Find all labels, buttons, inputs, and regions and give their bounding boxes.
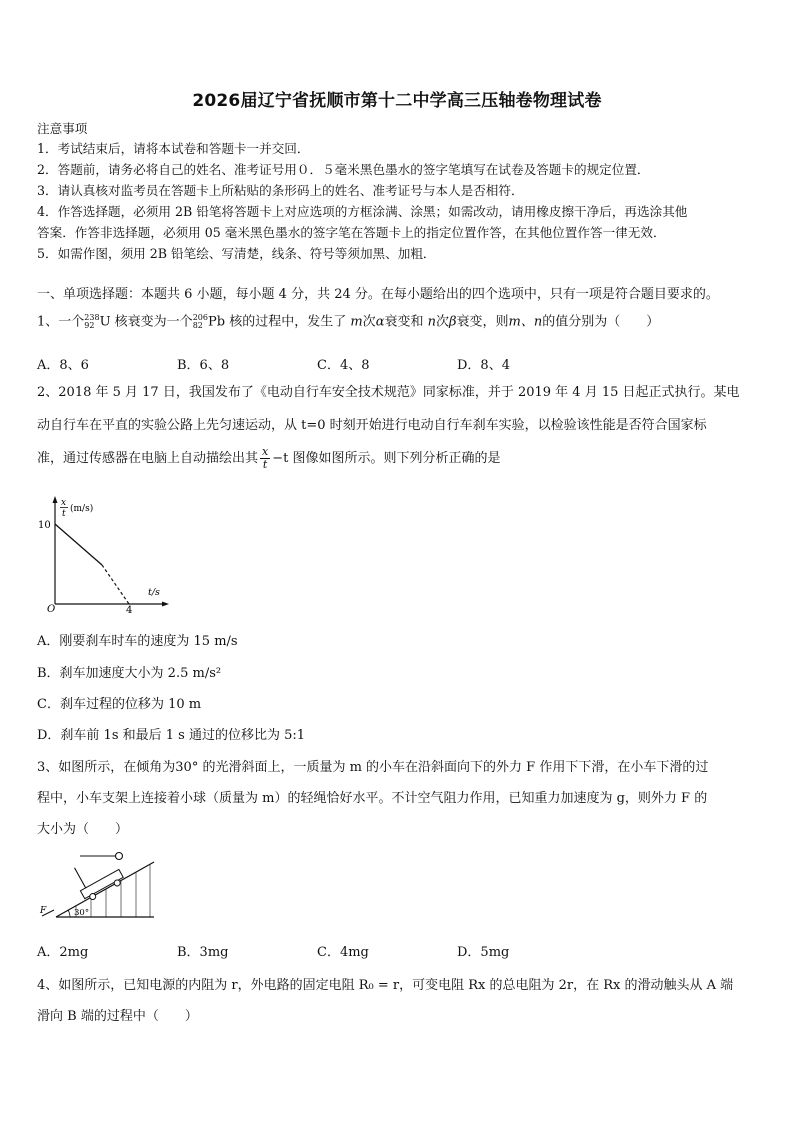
- pb-atomic-number: 82: [192, 321, 203, 330]
- option-d[interactable]: D．8、4: [457, 358, 510, 373]
- y-tick-label: 10: [38, 520, 51, 531]
- uranium-nuclide: [84, 314, 110, 331]
- x-over-t-fraction: [260, 446, 270, 471]
- section-heading: 一、单项选择题：本题共 6 小题，每小题 4 分，共 24 分。在每小题给出的四个选项中，只有一项是符合题目要求的。: [37, 287, 719, 302]
- question-4-line: 滑向 B 端的过程中（ ）: [37, 1009, 198, 1024]
- question-4-line: 4、如图所示，已知电源的内阻为 r，外电路的固定电阻 R₀ = r，可变电阻 Rx 的总电阻为 2r，在 Rx 的滑动触头从 A 端: [37, 978, 734, 993]
- fraction-denominator: t: [262, 458, 268, 471]
- q2-graph: [35, 492, 175, 616]
- notice-item: 1．考试结束后，请将本试卷和答题卡一并交回．: [37, 141, 310, 156]
- notice-item: 答案．作答非选择题，必须用 05 毫米黑色墨水的签字笔在答题卡上的指定位置作答，在其他位置作答一律无效．: [37, 225, 666, 240]
- option-a[interactable]: A．8、6: [37, 358, 89, 373]
- question-3-line: 3、如图所示，在倾角为30° 的光滑斜面上，一质量为 m 的小车在沿斜面向下的外力 F 作用下下滑，在小车下滑的过: [37, 760, 709, 775]
- q1-text: 的值分别为（ ）: [542, 314, 660, 330]
- option-c[interactable]: C．4、8: [317, 358, 370, 373]
- option-a[interactable]: A．2mg: [37, 945, 89, 960]
- cart-support-pole: [74, 868, 85, 888]
- question-3-line: 程中，小车支架上连接着小球（质量为 m）的轻绳恰好水平。不计空气阻力作用，已知重力加速度为 g，则外力 F 的: [37, 791, 708, 806]
- pb-symbol: Pb: [207, 314, 226, 330]
- question-3-options: [37, 941, 597, 960]
- q1-suffix: 核的过程中，发生了: [229, 314, 347, 330]
- notice-heading: 注意事项: [37, 121, 88, 136]
- q1-prefix: 1、一个: [37, 314, 85, 330]
- pb-mass-number: 206: [192, 313, 208, 322]
- var-mn: m、n: [508, 314, 543, 330]
- option-a[interactable]: A．刚要刹车时车的速度为 15 m/s: [37, 634, 238, 649]
- data-line-dashed: [102, 565, 129, 604]
- option-c[interactable]: C．4mg: [317, 945, 369, 960]
- question-2-line: 2、2018 年 5 月 17 日，我国发布了《电动自行车安全技术规范》同家标准，并于 2019 年 4 月 15 日起正式执行。某电: [37, 385, 740, 400]
- y-label-denominator: t: [62, 509, 66, 519]
- option-c[interactable]: C．刹车过程的位移为 10 m: [37, 697, 202, 712]
- q2-text: −t 图像如图所示。则下列分析正确的是: [272, 451, 501, 466]
- angle-arc: [68, 910, 70, 917]
- q2-text: 准，通过传感器在电脑上自动描绘出其: [37, 451, 259, 466]
- notice-item: 4．作答选择题，必须用 2B 铅笔将答题卡上对应选项的方框涂满、涂黑；如需改动，请用橡皮擦干净后，再选涂其他: [37, 204, 688, 219]
- q1-text: 衰变和: [384, 314, 424, 330]
- beta-symbol: β: [449, 314, 457, 330]
- lead-nuclide: [193, 314, 225, 331]
- option-b[interactable]: B．刹车加速度大小为 2.5 m/s²: [37, 666, 222, 681]
- option-d[interactable]: D．刹车前 1s 和最后 1 s 通过的位移比为 5:1: [37, 728, 306, 743]
- question-2-line: 动自行车在平直的实验公路上先匀速运动，从 t=0 时刻开始进行电动自行车刹车实验，以检验该性能是否符合国家标: [37, 418, 707, 433]
- ball: [116, 853, 123, 860]
- fraction-numerator: x: [262, 445, 269, 458]
- question-1-stem: [37, 314, 761, 331]
- u-atomic-number: 92: [84, 321, 95, 330]
- page-title: 2026届辽宁省抚顺市第十二中学高三压轴卷物理试卷: [192, 91, 602, 111]
- x-axis-label: t/s: [148, 587, 160, 598]
- question-2-line: [37, 446, 761, 471]
- q1-text: 衰变，则: [456, 314, 509, 330]
- u-mass-number: 238: [84, 313, 100, 322]
- var-m: m: [350, 314, 363, 330]
- option-d[interactable]: D．5mg: [457, 945, 510, 960]
- notice-item: 3．请认真核对监考员在答题卡上所粘贴的条形码上的姓名、准考证号与本人是否相符．: [37, 183, 524, 198]
- q1-mid: 核衰变为一个: [114, 314, 193, 330]
- notice-item: 5．如需作图，须用 2B 铅笔绘、写清楚，线条、符号等须加黑、加粗．: [37, 246, 436, 261]
- question-3-line: 大小为（ ）: [37, 822, 129, 837]
- x-tick-label: 4: [126, 605, 133, 616]
- x-axis-arrow-icon: [162, 602, 169, 607]
- incline-surface: [56, 862, 154, 917]
- origin-label: O: [47, 604, 56, 615]
- alpha-symbol: α: [375, 314, 385, 330]
- q1-text: 次: [362, 314, 376, 330]
- notice-item: 2．答题前，请务必将自己的姓名、准考证号用０．５毫米黑色墨水的签字笔填写在试卷及答题卡的规定位置．: [37, 162, 650, 177]
- q3-incline-figure: [36, 844, 158, 924]
- u-symbol: U: [99, 314, 111, 330]
- y-label-numerator: x: [61, 498, 67, 508]
- q1-text: 次: [436, 314, 450, 330]
- y-axis-arrow-icon: [53, 496, 58, 503]
- option-b[interactable]: B．3mg: [177, 945, 229, 960]
- option-b[interactable]: B．6、8: [177, 358, 230, 373]
- var-n: n: [427, 314, 436, 330]
- data-line-solid: [55, 524, 102, 565]
- angle-label: 30°: [74, 908, 90, 918]
- force-label: F: [40, 906, 47, 916]
- question-1-options: [37, 354, 597, 373]
- y-unit: (m/s): [70, 504, 94, 514]
